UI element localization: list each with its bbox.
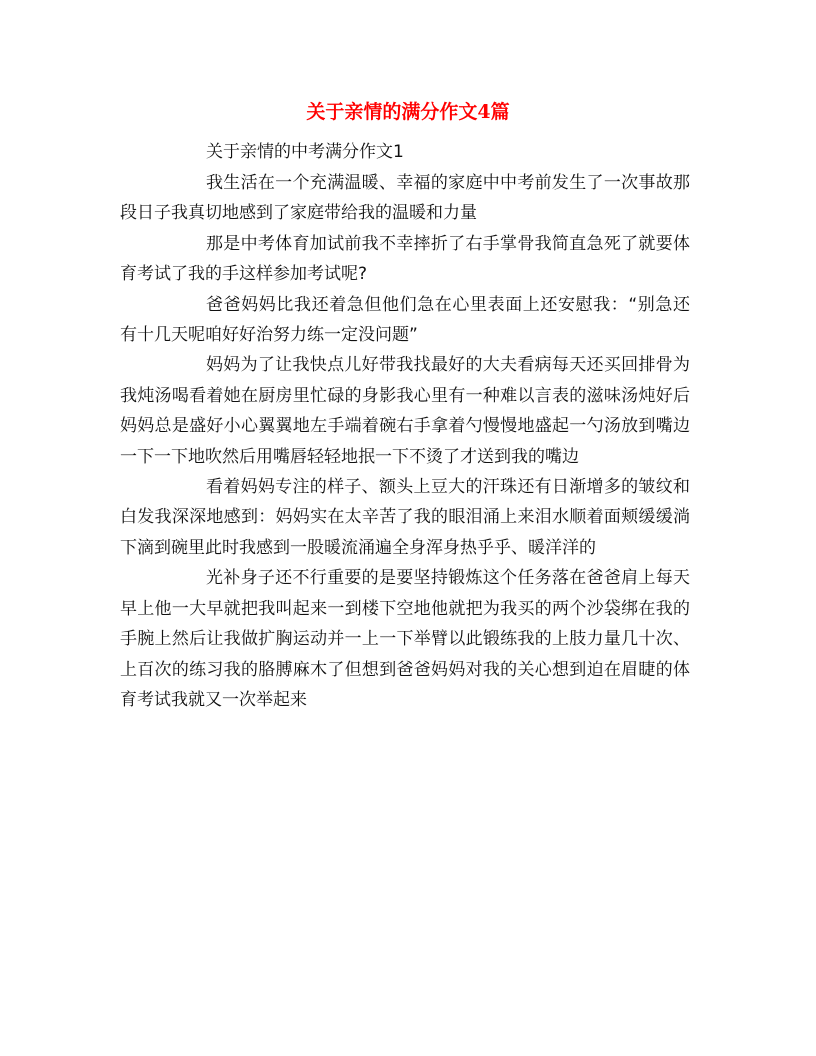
paragraph: 看着妈妈专注的样子、额头上豆大的汗珠还有日渐增多的皱纹和白发我深深地感到：妈妈实在太辛苦了我的眼泪涌上来泪水顺着面颊缓缓淌下滴到碗里此时我感到一股暖流涌遍全身浑身热乎乎、暖洋洋的: [120, 477, 690, 558]
paragraph: 爸爸妈妈比我还着急但他们急在心里表面上还安慰我：“别急还有十几天呢咱好好治努力练一定没问题”: [120, 294, 690, 346]
document-body: [120, 168, 690, 715]
document-title: 关于亲情的满分作文4篇: [306, 101, 510, 123]
paragraph: 我生活在一个充满温暖、幸福的家庭中中考前发生了一次事故那段日子我真切地感到了家庭带给我的温暖和力量: [120, 173, 690, 224]
paragraph: 光补身子还不行重要的是要坚持锻炼这个任务落在爸爸肩上每天早上他一大早就把我叫起来一到楼下空地他就把为我买的两个沙袋绑在我的手腕上然后让我做扩胸运动并一上一下举臂以此锻练我的上肢力量几十次、上百次的练习我的胳膊麻木了但想到爸爸妈妈对我的关心想到迫在眉睫的体育考试我就又一次举起来: [120, 568, 690, 710]
document-subtitle: 关于亲情的中考满分作文1: [206, 142, 404, 162]
paragraph: 那是中考体育加试前我不幸摔折了右手掌骨我简直急死了就要体育考试了我的手这样参加考试呢?: [120, 233, 690, 285]
paragraph: 妈妈为了让我快点儿好带我找最好的大夫看病每天还买回排骨为我炖汤喝看着她在厨房里忙碌的身影我心里有一种难以言表的滋味汤炖好后妈妈总是盛好小心翼翼地左手端着碗右手拿着勺慢慢地盛起一勺汤放到嘴边一下一下地吹然后用嘴唇轻轻地抿一下不烫了才送到我的嘴边: [120, 355, 690, 467]
